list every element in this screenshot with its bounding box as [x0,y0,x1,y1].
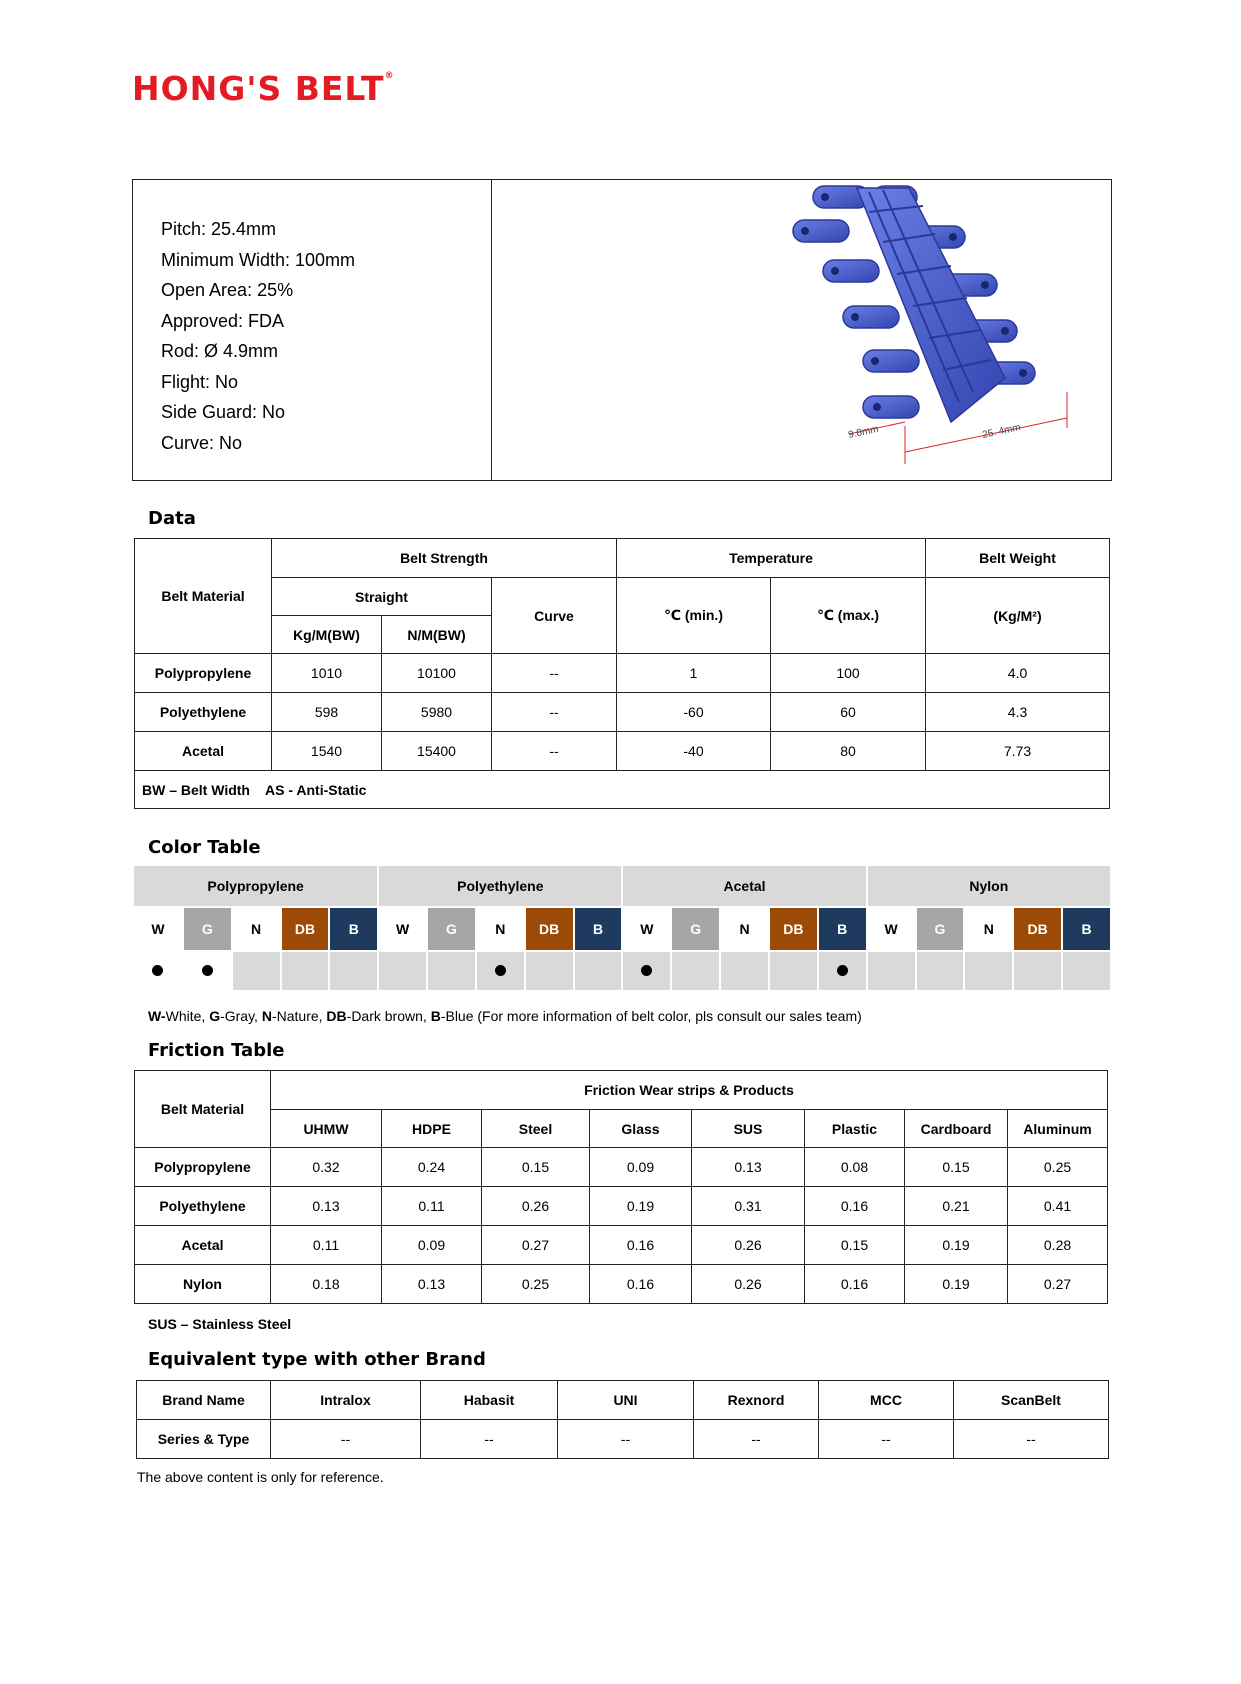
spec-box [132,179,1112,481]
color-code-cell: DB [281,907,330,951]
cell-kgm: 1010 [272,654,382,693]
friction-value-cell: 0.19 [905,1226,1008,1265]
color-code-cell: W [378,907,427,951]
cell-tmin: -60 [617,693,771,732]
series-type-cell: -- [271,1420,421,1459]
equivalent-table [136,1380,1109,1459]
row-material: Polyethylene [135,693,272,732]
color-availability-cell [427,951,476,991]
color-availability-cell [818,951,867,991]
friction-row-material: Nylon [135,1265,271,1304]
color-code-cell: W [867,907,916,951]
friction-column-header: SUS [692,1110,805,1148]
friction-value-cell: 0.26 [482,1187,590,1226]
friction-value-cell: 0.11 [271,1226,382,1265]
table-row [135,1187,1108,1226]
color-availability-cell [476,951,525,991]
cell-tmax: 100 [771,654,926,693]
table-row [135,732,1110,771]
friction-value-cell: 0.32 [271,1148,382,1187]
color-legend [148,1008,862,1024]
series-type-label: Series & Type [137,1420,271,1459]
table-row [135,654,1110,693]
friction-value-cell: 0.16 [805,1265,905,1304]
series-type-cell: -- [819,1420,954,1459]
cell-kgm: 1540 [272,732,382,771]
legend-text-n: -Nature, [271,1008,327,1024]
equivalent-section-title: Equivalent type with other Brand [148,1349,486,1370]
friction-footnote: SUS – Stainless Steel [148,1316,292,1332]
friction-group-header: Friction Wear strips & Products [271,1071,1108,1110]
legend-code-g: G [209,1008,221,1024]
row-material: Polypropylene [135,654,272,693]
friction-value-cell: 0.16 [590,1265,692,1304]
friction-row-material: Polypropylene [135,1148,271,1187]
friction-value-cell: 0.25 [1008,1148,1108,1187]
legend-code-n: N [261,1008,272,1024]
color-code-cell: B [1062,907,1111,951]
friction-value-cell: 0.15 [482,1148,590,1187]
color-code-cell: DB [525,907,574,951]
disclaimer: The above content is only for reference. [137,1469,384,1485]
table-row [135,693,1110,732]
belt-module-image [673,182,1073,478]
color-availability-cell [329,951,378,991]
friction-column-header: Cardboard [905,1110,1008,1148]
header-temp-max: ℃ (max.) [771,578,926,654]
color-material-header: Acetal [622,866,866,907]
available-dot-icon [152,965,163,976]
available-dot-icon [202,965,213,976]
spec-approved: Approved: FDA [161,310,285,331]
cell-tmin: 1 [617,654,771,693]
spec-divider [491,180,492,480]
cell-curve: -- [492,654,617,693]
color-availability-cell [964,951,1013,991]
color-availability-cell [1013,951,1062,991]
brand-name-cell: Intralox [271,1381,421,1420]
friction-value-cell: 0.15 [905,1148,1008,1187]
color-availability-cell [1062,951,1111,991]
color-material-header: Polyethylene [378,866,622,907]
header-temp-min: ℃ (min.) [617,578,771,654]
color-code-cell: W [134,907,183,951]
color-availability-cell [720,951,769,991]
spec-rod: Rod: Ø 4.9mm [161,341,279,361]
color-material-header: Nylon [867,866,1111,907]
color-code-cell: N [232,907,281,951]
data-table [134,538,1110,809]
spec-open-area: Open Area: 25% [161,280,294,300]
cell-nm: 15400 [382,732,492,771]
brand-logo [132,69,395,108]
color-availability-cell [916,951,965,991]
row-material: Acetal [135,732,272,771]
friction-value-cell: 0.26 [692,1226,805,1265]
friction-header-belt-material: Belt Material [135,1071,271,1148]
cell-weight: 7.73 [926,732,1110,771]
brand-name-cell: Habasit [421,1381,558,1420]
color-availability-cell [232,951,281,991]
friction-column-header: Glass [590,1110,692,1148]
color-code-cell: G [183,907,232,951]
friction-value-cell: 0.27 [482,1226,590,1265]
cell-kgm: 598 [272,693,382,732]
spec-curve: Curve: No [161,432,243,453]
data-section-title: Data [148,508,196,529]
color-availability-cell [867,951,916,991]
spec-flight: Flight: No [161,371,239,392]
friction-value-cell: 0.27 [1008,1265,1108,1304]
color-availability-cell [134,951,183,991]
friction-value-cell: 0.13 [382,1265,482,1304]
color-code-cell: G [427,907,476,951]
color-code-cell: N [720,907,769,951]
color-availability-cell [671,951,720,991]
color-availability-cell [183,951,232,991]
friction-column-header: Aluminum [1008,1110,1108,1148]
cell-tmax: 80 [771,732,926,771]
friction-value-cell: 0.08 [805,1148,905,1187]
friction-section-title: Friction Table [148,1040,285,1061]
friction-value-cell: 0.13 [692,1148,805,1187]
cell-nm: 5980 [382,693,492,732]
friction-value-cell: 0.13 [271,1187,382,1226]
friction-value-cell: 0.28 [1008,1226,1108,1265]
dim-height-label: 9.8mm [847,423,880,441]
cell-weight: 4.3 [926,693,1110,732]
color-code-cell: DB [769,907,818,951]
cell-tmin: -40 [617,732,771,771]
header-belt-material: Belt Material [135,539,272,654]
brand-name-cell: MCC [819,1381,954,1420]
color-material-header: Polypropylene [134,866,378,907]
legend-code-db: DB [326,1008,347,1024]
color-code-cell: N [476,907,525,951]
available-dot-icon [641,965,652,976]
cell-weight: 4.0 [926,654,1110,693]
friction-value-cell: 0.16 [805,1187,905,1226]
friction-column-header: Steel [482,1110,590,1148]
logo-text: HONG'S BELT [132,69,385,108]
color-code-cell: G [916,907,965,951]
header-kgm: Kg/M(BW) [272,616,382,654]
color-code-cell: DB [1013,907,1062,951]
color-availability-cell [525,951,574,991]
color-availability-cell [281,951,330,991]
series-type-cell: -- [954,1420,1109,1459]
color-availability-cell [378,951,427,991]
color-code-cell: W [622,907,671,951]
dim-pitch-label: 25. 4mm [981,422,1022,441]
color-section-title: Color Table [148,837,261,858]
header-nm: N/M(BW) [382,616,492,654]
header-curve: Curve [492,578,617,654]
header-weight-unit: (Kg/M²) [926,578,1110,654]
friction-value-cell: 0.15 [805,1226,905,1265]
cell-curve: -- [492,732,617,771]
friction-column-header: HDPE [382,1110,482,1148]
friction-column-header: Plastic [805,1110,905,1148]
friction-value-cell: 0.11 [382,1187,482,1226]
series-type-cell: -- [558,1420,694,1459]
data-footnote: BW – Belt Width AS - Anti-Static [135,771,1110,809]
table-row [135,1265,1108,1304]
friction-value-cell: 0.31 [692,1187,805,1226]
friction-column-header: UHMW [271,1110,382,1148]
available-dot-icon [837,965,848,976]
friction-value-cell: 0.16 [590,1226,692,1265]
spec-side-guard: Side Guard: No [161,402,286,422]
friction-value-cell: 0.26 [692,1265,805,1304]
friction-value-cell: 0.09 [382,1226,482,1265]
color-code-cell: B [574,907,623,951]
friction-row-material: Acetal [135,1226,271,1265]
friction-value-cell: 0.21 [905,1187,1008,1226]
friction-value-cell: 0.25 [482,1265,590,1304]
legend-code-b: B [430,1008,441,1024]
legend-text-w: White, [165,1008,210,1024]
friction-row-material: Polyethylene [135,1187,271,1226]
color-availability-cell [769,951,818,991]
series-type-cell: -- [694,1420,819,1459]
brand-name-cell: UNI [558,1381,694,1420]
spec-pitch: Pitch: 25.4mm [161,219,277,239]
cell-curve: -- [492,693,617,732]
table-row [135,1226,1108,1265]
table-row [135,1148,1108,1187]
friction-table [134,1070,1108,1304]
brand-name-label: Brand Name [137,1381,271,1420]
header-straight: Straight [272,578,492,616]
available-dot-icon [495,965,506,976]
friction-value-cell: 0.24 [382,1148,482,1187]
color-table [134,866,1112,992]
friction-value-cell: 0.18 [271,1265,382,1304]
registered-mark: ® [384,71,395,81]
friction-value-cell: 0.09 [590,1148,692,1187]
friction-value-cell: 0.41 [1008,1187,1108,1226]
spec-min-width: Minimum Width: 100mm [161,249,356,270]
legend-text-b: -Blue (For more information of belt color, pls consult our sales team) [440,1008,862,1024]
series-type-cell: -- [421,1420,558,1459]
header-temperature: Temperature [617,539,926,578]
legend-code-w: W- [148,1008,166,1024]
color-code-cell: G [671,907,720,951]
color-availability-cell [622,951,671,991]
friction-value-cell: 0.19 [905,1265,1008,1304]
color-code-cell: N [964,907,1013,951]
cell-nm: 10100 [382,654,492,693]
spec-list [161,214,355,458]
friction-value-cell: 0.19 [590,1187,692,1226]
cell-tmax: 60 [771,693,926,732]
brand-name-cell: ScanBelt [954,1381,1109,1420]
color-code-cell: B [329,907,378,951]
color-availability-cell [574,951,623,991]
header-belt-weight: Belt Weight [926,539,1110,578]
brand-name-cell: Rexnord [694,1381,819,1420]
legend-text-g: -Gray, [220,1008,262,1024]
color-code-cell: B [818,907,867,951]
legend-text-db: -Dark brown, [346,1008,431,1024]
header-belt-strength: Belt Strength [272,539,617,578]
